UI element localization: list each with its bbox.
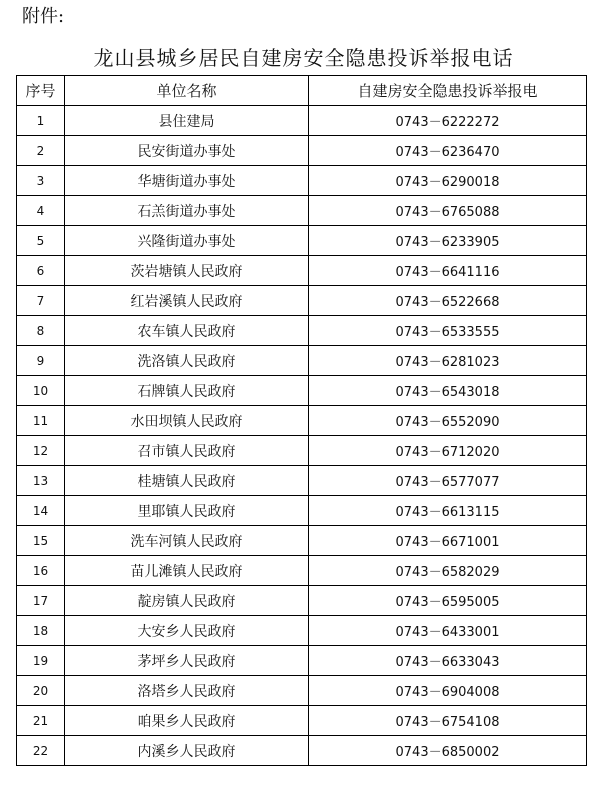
row-serial-number: 13 (17, 466, 65, 496)
row-phone-number: 0743－6552090 (309, 406, 587, 436)
row-serial-number: 10 (17, 376, 65, 406)
row-unit-name: 洗洛镇人民政府 (65, 346, 309, 376)
table-row (17, 286, 587, 316)
row-unit-name: 县住建局 (65, 106, 309, 136)
row-phone-number: 0743－6613115 (309, 496, 587, 526)
table-row (17, 166, 587, 196)
row-serial-number: 15 (17, 526, 65, 556)
table-row (17, 526, 587, 556)
table-row (17, 436, 587, 466)
table-row (17, 196, 587, 226)
row-unit-name: 民安街道办事处 (65, 136, 309, 166)
table-row (17, 466, 587, 496)
table-row (17, 676, 587, 706)
row-phone-number: 0743－6522668 (309, 286, 587, 316)
row-serial-number: 19 (17, 646, 65, 676)
header-hotline-phone: 自建房安全隐患投诉举报电 (309, 76, 587, 106)
row-unit-name: 红岩溪镇人民政府 (65, 286, 309, 316)
row-unit-name: 石牌镇人民政府 (65, 376, 309, 406)
table-row (17, 736, 587, 766)
table-row (17, 106, 587, 136)
row-phone-number: 0743－6543018 (309, 376, 587, 406)
row-serial-number: 6 (17, 256, 65, 286)
row-unit-name: 茨岩塘镇人民政府 (65, 256, 309, 286)
table-row (17, 706, 587, 736)
row-unit-name: 兴隆街道办事处 (65, 226, 309, 256)
table-row (17, 346, 587, 376)
hotline-table (16, 75, 587, 766)
row-phone-number: 0743－6233905 (309, 226, 587, 256)
row-phone-number: 0743－6533555 (309, 316, 587, 346)
row-unit-name: 茅坪乡人民政府 (65, 646, 309, 676)
table-row (17, 136, 587, 166)
row-serial-number: 22 (17, 736, 65, 766)
table-header-row (17, 76, 587, 106)
header-unit-name: 单位名称 (65, 76, 309, 106)
table-row (17, 646, 587, 676)
row-phone-number: 0743－6765088 (309, 196, 587, 226)
row-serial-number: 4 (17, 196, 65, 226)
row-serial-number: 12 (17, 436, 65, 466)
row-serial-number: 3 (17, 166, 65, 196)
row-serial-number: 7 (17, 286, 65, 316)
table-row (17, 226, 587, 256)
row-serial-number: 11 (17, 406, 65, 436)
row-phone-number: 0743－6641116 (309, 256, 587, 286)
row-phone-number: 0743－6222272 (309, 106, 587, 136)
table-row (17, 616, 587, 646)
attachment-label: 附件: (22, 6, 65, 27)
table-row (17, 496, 587, 526)
table-row (17, 256, 587, 286)
row-unit-name: 内溪乡人民政府 (65, 736, 309, 766)
table-row (17, 556, 587, 586)
row-phone-number: 0743－6281023 (309, 346, 587, 376)
row-unit-name: 召市镇人民政府 (65, 436, 309, 466)
table-row (17, 586, 587, 616)
row-phone-number: 0743－6577077 (309, 466, 587, 496)
row-phone-number: 0743－6290018 (309, 166, 587, 196)
document-title: 龙山县城乡居民自建房安全隐患投诉举报电话 (93, 46, 514, 70)
row-phone-number: 0743－6904008 (309, 676, 587, 706)
row-phone-number: 0743－6433001 (309, 616, 587, 646)
row-phone-number: 0743－6671001 (309, 526, 587, 556)
row-unit-name: 咱果乡人民政府 (65, 706, 309, 736)
row-phone-number: 0743－6582029 (309, 556, 587, 586)
table-row (17, 316, 587, 346)
table-row (17, 406, 587, 436)
row-unit-name: 华塘街道办事处 (65, 166, 309, 196)
row-unit-name: 靛房镇人民政府 (65, 586, 309, 616)
row-serial-number: 21 (17, 706, 65, 736)
table-row (17, 376, 587, 406)
row-phone-number: 0743－6633043 (309, 646, 587, 676)
row-unit-name: 水田坝镇人民政府 (65, 406, 309, 436)
row-unit-name: 石羔街道办事处 (65, 196, 309, 226)
row-serial-number: 14 (17, 496, 65, 526)
row-serial-number: 1 (17, 106, 65, 136)
row-phone-number: 0743－6236470 (309, 136, 587, 166)
row-unit-name: 苗儿滩镇人民政府 (65, 556, 309, 586)
row-serial-number: 17 (17, 586, 65, 616)
header-serial-number: 序号 (17, 76, 65, 106)
row-phone-number: 0743－6850002 (309, 736, 587, 766)
row-serial-number: 2 (17, 136, 65, 166)
row-phone-number: 0743－6754108 (309, 706, 587, 736)
row-unit-name: 洛塔乡人民政府 (65, 676, 309, 706)
row-unit-name: 农车镇人民政府 (65, 316, 309, 346)
row-unit-name: 洗车河镇人民政府 (65, 526, 309, 556)
row-serial-number: 18 (17, 616, 65, 646)
row-serial-number: 20 (17, 676, 65, 706)
row-phone-number: 0743－6595005 (309, 586, 587, 616)
row-serial-number: 16 (17, 556, 65, 586)
row-serial-number: 8 (17, 316, 65, 346)
row-unit-name: 里耶镇人民政府 (65, 496, 309, 526)
row-unit-name: 大安乡人民政府 (65, 616, 309, 646)
row-serial-number: 9 (17, 346, 65, 376)
row-unit-name: 桂塘镇人民政府 (65, 466, 309, 496)
row-serial-number: 5 (17, 226, 65, 256)
row-phone-number: 0743－6712020 (309, 436, 587, 466)
